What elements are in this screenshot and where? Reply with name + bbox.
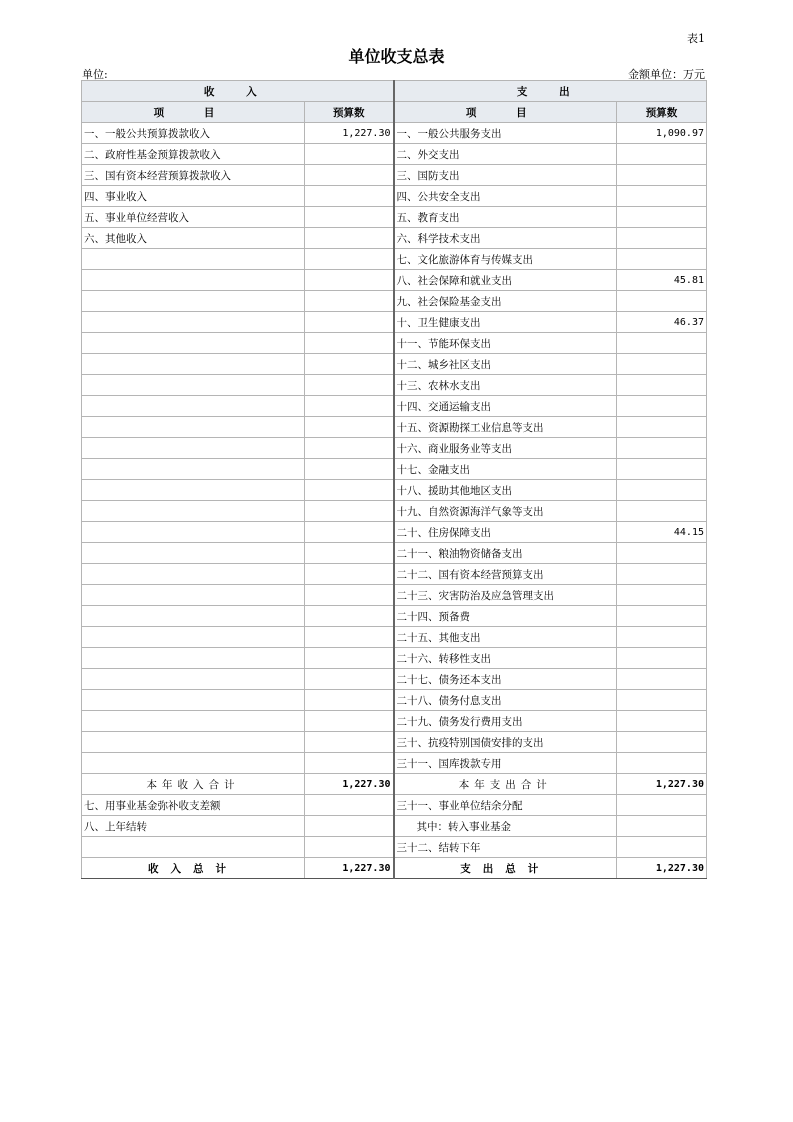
- income-item: [82, 585, 305, 606]
- income-amount: [305, 753, 394, 774]
- table-row: [82, 627, 707, 648]
- table-row: [82, 165, 707, 186]
- expenditure-amount: [617, 207, 707, 228]
- expenditure-amount: 44.15: [617, 522, 707, 543]
- income-amount: [305, 207, 394, 228]
- income-item: [82, 669, 305, 690]
- income-item: 八、上年结转: [82, 816, 305, 837]
- income-expenditure-table: [81, 80, 707, 879]
- expenditure-amount: [617, 417, 707, 438]
- income-item: [82, 312, 305, 333]
- table-row: [82, 606, 707, 627]
- unit-label: 单位:: [82, 68, 108, 81]
- expenditure-amount: [617, 438, 707, 459]
- expenditure-amount: [617, 501, 707, 522]
- expenditure-amount: [617, 228, 707, 249]
- income-budget-header: 预算数: [305, 102, 394, 123]
- expenditure-item: 二十五、其他支出: [394, 627, 617, 648]
- expenditure-amount: [617, 396, 707, 417]
- income-amount: [305, 627, 394, 648]
- table-row: [82, 690, 707, 711]
- expenditure-section-header: 支 出: [394, 81, 707, 102]
- expenditure-item-header: 项 目: [394, 102, 617, 123]
- income-item: 六、其他收入: [82, 228, 305, 249]
- income-amount: [305, 459, 394, 480]
- income-amount: [305, 585, 394, 606]
- expenditure-total-label: 支出总计: [394, 858, 617, 879]
- expenditure-item: 四、公共安全支出: [394, 186, 617, 207]
- expenditure-item: 二十四、预备费: [394, 606, 617, 627]
- expenditure-item: 九、社会保险基金支出: [394, 291, 617, 312]
- income-item: 三、国有资本经营预算拨款收入: [82, 165, 305, 186]
- expenditure-item: 二、外交支出: [394, 144, 617, 165]
- expenditure-item: 二十七、债务还本支出: [394, 669, 617, 690]
- table-row: [82, 522, 707, 543]
- expenditure-subtotal-label: 本年支出合计: [394, 774, 617, 795]
- income-item: [82, 396, 305, 417]
- expenditure-amount: [617, 837, 707, 858]
- expenditure-item: 二十二、国有资本经营预算支出: [394, 564, 617, 585]
- expenditure-item: 六、科学技术支出: [394, 228, 617, 249]
- expenditure-amount: [617, 753, 707, 774]
- expenditure-amount: [617, 543, 707, 564]
- income-item: [82, 270, 305, 291]
- expenditure-item: 二十一、粮油物资储备支出: [394, 543, 617, 564]
- amount-unit-label: 金额单位：万元: [628, 68, 705, 81]
- expenditure-item: 十六、商业服务业等支出: [394, 438, 617, 459]
- table-row: [82, 291, 707, 312]
- income-item: [82, 459, 305, 480]
- expenditure-item: 三十一、事业单位结余分配: [394, 795, 617, 816]
- expenditure-amount: [617, 585, 707, 606]
- income-item: [82, 648, 305, 669]
- table-row: [82, 312, 707, 333]
- section-header-row: [82, 81, 707, 102]
- income-total-amount: 1,227.30: [305, 858, 394, 879]
- table-row: [82, 270, 707, 291]
- column-header-row: [82, 102, 707, 123]
- income-item: [82, 501, 305, 522]
- income-amount: [305, 228, 394, 249]
- page-title: 单位收支总表: [348, 47, 445, 66]
- table-row: [82, 564, 707, 585]
- expenditure-item: 二十三、灾害防治及应急管理支出: [394, 585, 617, 606]
- income-amount: 1,227.30: [305, 123, 394, 144]
- income-amount: [305, 648, 394, 669]
- expenditure-item: 十一、节能环保支出: [394, 333, 617, 354]
- expenditure-item: 十四、交通运输支出: [394, 396, 617, 417]
- expenditure-budget-header: 预算数: [617, 102, 707, 123]
- income-subtotal-amount: 1,227.30: [305, 774, 394, 795]
- income-total-label: 收入总计: [82, 858, 305, 879]
- expenditure-subtotal-amount: 1,227.30: [617, 774, 707, 795]
- table-row: [82, 669, 707, 690]
- income-amount: [305, 606, 394, 627]
- expenditure-amount: [617, 459, 707, 480]
- income-amount: [305, 249, 394, 270]
- income-amount: [305, 312, 394, 333]
- expenditure-item: 七、文化旅游体育与传媒支出: [394, 249, 617, 270]
- income-amount: [305, 669, 394, 690]
- income-amount: [305, 711, 394, 732]
- table-row: [82, 816, 707, 837]
- income-amount: [305, 543, 394, 564]
- table-row: [82, 501, 707, 522]
- table-row: [82, 648, 707, 669]
- income-amount: [305, 186, 394, 207]
- expenditure-amount: 1,090.97: [617, 123, 707, 144]
- table-row: [82, 333, 707, 354]
- expenditure-amount: [617, 732, 707, 753]
- income-item: 一、一般公共预算拨款收入: [82, 123, 305, 144]
- income-item: [82, 522, 305, 543]
- expenditure-item: 三、国防支出: [394, 165, 617, 186]
- income-item: 七、用事业基金弥补收支差额: [82, 795, 305, 816]
- expenditure-item: 二十八、债务付息支出: [394, 690, 617, 711]
- income-item: [82, 606, 305, 627]
- income-item: [82, 375, 305, 396]
- grand-total-row: [82, 858, 707, 879]
- income-item: [82, 627, 305, 648]
- expenditure-item: 十五、资源勘探工业信息等支出: [394, 417, 617, 438]
- income-item: [82, 249, 305, 270]
- expenditure-amount: [617, 291, 707, 312]
- expenditure-amount: [617, 795, 707, 816]
- expenditure-amount: [617, 627, 707, 648]
- expenditure-amount: [617, 564, 707, 585]
- table-row: [82, 711, 707, 732]
- income-item: [82, 354, 305, 375]
- table-row: [82, 585, 707, 606]
- expenditure-amount: [617, 186, 707, 207]
- income-amount: [305, 333, 394, 354]
- expenditure-item: 十二、城乡社区支出: [394, 354, 617, 375]
- income-item: 二、政府性基金预算拨款收入: [82, 144, 305, 165]
- income-item: [82, 564, 305, 585]
- income-amount: [305, 144, 394, 165]
- expenditure-amount: [617, 249, 707, 270]
- income-amount: [305, 522, 394, 543]
- table-row: [82, 753, 707, 774]
- income-item: [82, 291, 305, 312]
- expenditure-amount: [617, 711, 707, 732]
- expenditure-amount: [617, 480, 707, 501]
- income-amount: [305, 480, 394, 501]
- income-item: [82, 543, 305, 564]
- income-amount: [305, 354, 394, 375]
- income-amount: [305, 732, 394, 753]
- income-amount: [305, 795, 394, 816]
- expenditure-item: 三十、抗疫特别国债安排的支出: [394, 732, 617, 753]
- table-row: [82, 837, 707, 858]
- expenditure-item: 二十六、转移性支出: [394, 648, 617, 669]
- expenditure-item: 一、一般公共服务支出: [394, 123, 617, 144]
- income-item: 五、事业单位经营收入: [82, 207, 305, 228]
- income-amount: [305, 690, 394, 711]
- income-item: [82, 438, 305, 459]
- expenditure-item: 十三、农林水支出: [394, 375, 617, 396]
- table-row: [82, 249, 707, 270]
- income-amount: [305, 375, 394, 396]
- table-number: 表1: [687, 32, 705, 45]
- table-row: [82, 732, 707, 753]
- expenditure-item: 二十、住房保障支出: [394, 522, 617, 543]
- income-item: [82, 837, 305, 858]
- income-amount: [305, 837, 394, 858]
- expenditure-amount: [617, 606, 707, 627]
- income-item: [82, 480, 305, 501]
- expenditure-item: 十九、自然资源海洋气象等支出: [394, 501, 617, 522]
- expenditure-amount: [617, 375, 707, 396]
- income-amount: [305, 564, 394, 585]
- expenditure-item: 十七、金融支出: [394, 459, 617, 480]
- table-row: [82, 543, 707, 564]
- table-row: [82, 795, 707, 816]
- expenditure-item: 十、卫生健康支出: [394, 312, 617, 333]
- income-amount: [305, 396, 394, 417]
- expenditure-item: 十八、援助其他地区支出: [394, 480, 617, 501]
- expenditure-item: 八、社会保障和就业支出: [394, 270, 617, 291]
- expenditure-amount: [617, 165, 707, 186]
- expenditure-amount: 46.37: [617, 312, 707, 333]
- expenditure-amount: [617, 354, 707, 375]
- income-item: [82, 417, 305, 438]
- expenditure-amount: [617, 333, 707, 354]
- expenditure-item: 二十九、债务发行费用支出: [394, 711, 617, 732]
- income-item: [82, 732, 305, 753]
- table-row: [82, 459, 707, 480]
- table-row: [82, 144, 707, 165]
- expenditure-amount: [617, 816, 707, 837]
- expenditure-amount: [617, 690, 707, 711]
- income-amount: [305, 291, 394, 312]
- income-item-header: 项 目: [82, 102, 305, 123]
- expenditure-item: 三十二、结转下年: [394, 837, 617, 858]
- income-item: [82, 333, 305, 354]
- table-row: [82, 186, 707, 207]
- income-item: [82, 753, 305, 774]
- income-item: 四、事业收入: [82, 186, 305, 207]
- expenditure-item: 五、教育支出: [394, 207, 617, 228]
- table-row: [82, 207, 707, 228]
- income-amount: [305, 816, 394, 837]
- income-amount: [305, 165, 394, 186]
- table-row: [82, 480, 707, 501]
- table-row: [82, 438, 707, 459]
- table-row: [82, 123, 707, 144]
- table-row: [82, 375, 707, 396]
- table-row: [82, 396, 707, 417]
- expenditure-amount: [617, 144, 707, 165]
- expenditure-total-amount: 1,227.30: [617, 858, 707, 879]
- expenditure-amount: [617, 648, 707, 669]
- income-subtotal-label: 本年收入合计: [82, 774, 305, 795]
- expenditure-item: 三十一、国库拨款专用: [394, 753, 617, 774]
- income-section-header: 收 入: [82, 81, 394, 102]
- table-row: [82, 354, 707, 375]
- expenditure-amount: [617, 669, 707, 690]
- income-item: [82, 690, 305, 711]
- income-item: [82, 711, 305, 732]
- income-amount: [305, 417, 394, 438]
- expenditure-amount: 45.81: [617, 270, 707, 291]
- income-amount: [305, 501, 394, 522]
- subtotal-row: [82, 774, 707, 795]
- income-amount: [305, 438, 394, 459]
- income-amount: [305, 270, 394, 291]
- table-row: [82, 417, 707, 438]
- expenditure-item: 其中：转入事业基金: [394, 816, 617, 837]
- table-row: [82, 228, 707, 249]
